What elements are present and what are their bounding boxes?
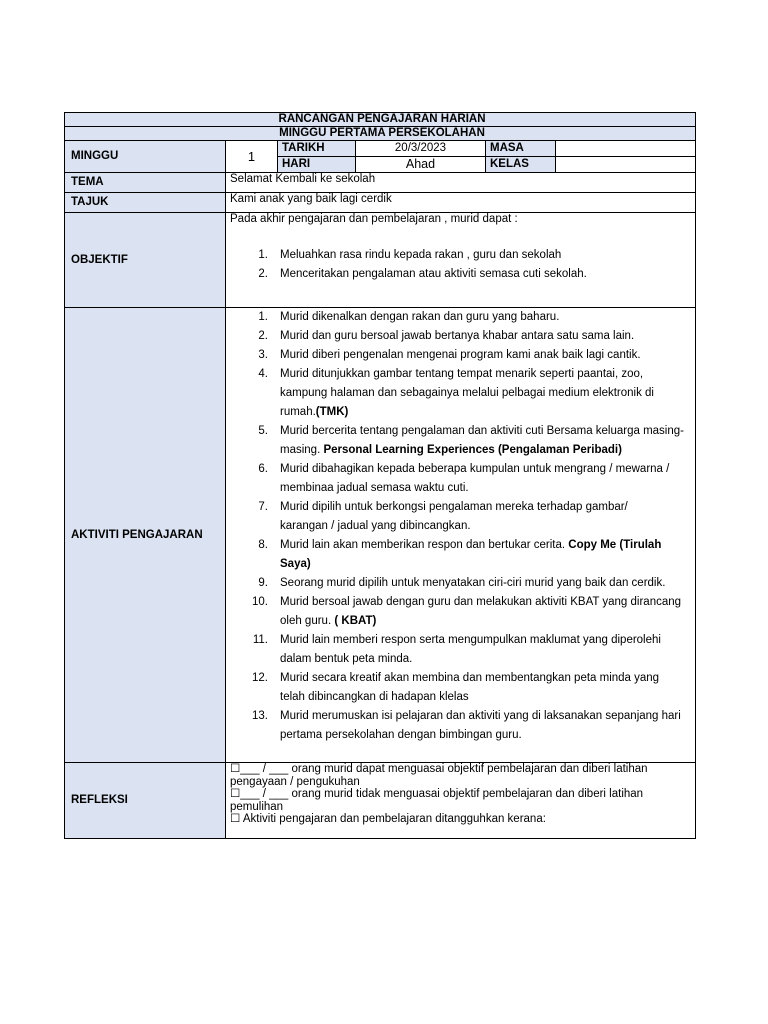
aktiviti-item-text: Murid dibahagikan kepada beberapa kumpulan untuk mengrang / mewarna /: [280, 463, 670, 475]
tarikh-value: 20/3/2023: [356, 141, 486, 157]
aktiviti-item-number: 3.: [258, 349, 268, 361]
aktiviti-item: [230, 536, 695, 574]
aktiviti-item-text: pertama persekolahan dengan bimbingan guru.: [280, 729, 522, 741]
aktiviti-item-emphasis: Copy Me (Tirulah Saya): [280, 539, 662, 570]
aktiviti-item-text: rumah.: [280, 406, 316, 418]
aktiviti-item-number: 9.: [258, 577, 268, 589]
aktiviti-item-text: oleh guru.: [280, 615, 335, 627]
aktiviti-list: [230, 308, 695, 745]
aktiviti-item-text: Murid dikenalkan dengan rakan dan guru yang baharu.: [280, 311, 560, 323]
aktiviti-item-text: Murid bersoal jawab dengan guru dan melakukan aktiviti KBAT yang dirancang: [280, 596, 682, 608]
objektif-label: OBJEKTIF: [65, 213, 226, 308]
aktiviti-item-number: 12.: [252, 672, 268, 684]
aktiviti-item-text: Murid dipilih untuk berkongsi pengalaman mereka terhadap gambar/: [280, 501, 628, 513]
objektif-item: [230, 246, 695, 265]
aktiviti-item-text: Murid bercerita tentang pengalaman dan aktiviti cuti Bersama keluarga masing-: [280, 425, 684, 437]
aktiviti-item-text: Murid dan guru bersoal jawab bertanya khabar antara satu sama lain.: [280, 330, 635, 342]
kelas-value: [556, 157, 696, 173]
aktiviti-item-number: 2.: [258, 330, 268, 342]
refleksi-lines: [230, 763, 695, 826]
tema-label: TEMA: [65, 173, 226, 193]
objektif-item-number: 1.: [258, 249, 268, 261]
aktiviti-item-text: Murid lain memberi respon serta mengumpulkan maklumat yang diperolehi: [280, 634, 661, 646]
lesson-plan-table: [64, 112, 696, 839]
objektif-item-text: Meluahkan rasa rindu kepada rakan , guru dan sekolah: [280, 249, 562, 261]
refleksi-label: REFLEKSI: [65, 763, 226, 839]
objektif-content: [226, 213, 696, 308]
refleksi-line: ☐___ / ___ orang murid tidak menguasai objektif pembelajaran dan diberi latihan: [230, 788, 644, 800]
tarikh-label: TARIKH: [278, 141, 356, 157]
refleksi-line: ☐ Aktiviti pengajaran dan pembelajaran ditangguhkan kerana:: [230, 813, 546, 825]
aktiviti-item: [230, 460, 695, 498]
minggu-label: MINGGU: [65, 141, 226, 173]
aktiviti-item-number: 1.: [258, 311, 268, 323]
tajuk-value: Kami anak yang baik lagi cerdik: [226, 193, 696, 213]
aktiviti-label: AKTIVITI PENGAJARAN: [65, 308, 226, 763]
kelas-label: KELAS: [486, 157, 556, 173]
aktiviti-item-number: 6.: [258, 463, 268, 475]
refleksi-line: pemulihan: [230, 800, 284, 813]
hari-label: HARI: [278, 157, 356, 173]
aktiviti-item-number: 13.: [252, 710, 268, 722]
aktiviti-item-text: kampung halaman dan sebagainya melalui pelbagai medium elektronik di: [280, 387, 654, 399]
masa-label: MASA: [486, 141, 556, 157]
aktiviti-item: [230, 707, 695, 745]
aktiviti-item-text: Seorang murid dipilih untuk menyatakan ciri-ciri murid yang baik dan cerdik.: [280, 577, 666, 589]
aktiviti-item-text: membinaa jadual semasa waktu cuti.: [280, 482, 469, 494]
minggu-value: 1: [226, 141, 278, 173]
aktiviti-content: [226, 308, 696, 763]
aktiviti-item: [230, 574, 695, 593]
hari-value: Ahad: [356, 157, 486, 173]
aktiviti-item-number: 7.: [258, 501, 268, 513]
tema-value: Selamat Kembali ke sekolah: [226, 173, 696, 193]
refleksi-line: pengayaan / pengukuhan: [230, 775, 360, 788]
aktiviti-item-text: telah dibincangkan di hadapan klelas: [280, 691, 469, 703]
objektif-list: [230, 246, 695, 284]
objektif-item-text: Menceritakan pengalaman atau aktiviti semasa cuti sekolah.: [280, 268, 587, 280]
aktiviti-item: [230, 422, 695, 460]
aktiviti-item: [230, 327, 695, 346]
aktiviti-item-text: Murid ditunjukkan gambar tentang tempat menarik seperti paantai, zoo,: [280, 368, 644, 380]
aktiviti-item-emphasis: (TMK): [315, 406, 349, 418]
objektif-item-number: 2.: [258, 268, 268, 280]
refleksi-line: ☐___ / ___ orang murid dapat menguasai objektif pembelajaran dan diberi latihan: [230, 763, 648, 775]
aktiviti-item: [230, 669, 695, 707]
aktiviti-item-text: dalam bentuk peta minda.: [280, 653, 413, 665]
aktiviti-item-text: karangan / jadual yang dibincangkan.: [280, 520, 471, 532]
objektif-item: [230, 265, 695, 284]
masa-value: [556, 141, 696, 157]
tajuk-label: TAJUK: [65, 193, 226, 213]
aktiviti-item-emphasis: ( KBAT): [334, 615, 377, 627]
aktiviti-item-text: masing.: [280, 444, 324, 456]
aktiviti-item-text: Murid diberi pengenalan mengenai program kami anak baik lagi cantik.: [280, 349, 641, 361]
objektif-intro: Pada akhir pengajaran dan pembelajaran , murid dapat :: [230, 213, 518, 225]
aktiviti-item: [230, 631, 695, 669]
aktiviti-item-text: Murid secara kreatif akan membina dan membentangkan peta minda yang: [280, 672, 660, 684]
plan-title: RANCANGAN PENGAJARAN HARIAN: [65, 113, 696, 127]
refleksi-content: [226, 763, 696, 839]
aktiviti-item-number: 8.: [258, 539, 268, 551]
aktiviti-item-emphasis: Personal Learning Experiences (Pengalaman Peribadi): [323, 444, 622, 456]
aktiviti-item: [230, 365, 695, 422]
aktiviti-item-number: 4.: [258, 368, 268, 380]
aktiviti-item: [230, 593, 695, 631]
aktiviti-item: [230, 308, 695, 327]
aktiviti-item-text: Murid merumuskan isi pelajaran dan aktiviti yang di laksanakan sepanjang hari: [280, 710, 681, 722]
aktiviti-item-number: 10.: [252, 596, 268, 608]
aktiviti-item-number: 5.: [258, 425, 268, 437]
plan-subtitle: MINGGU PERTAMA PERSEKOLAHAN: [65, 127, 696, 141]
aktiviti-item-number: 11.: [252, 634, 268, 646]
aktiviti-item: [230, 346, 695, 365]
aktiviti-item-text: Murid lain akan memberikan respon dan bertukar cerita.: [280, 539, 569, 551]
aktiviti-item: [230, 498, 695, 536]
lesson-plan-document: [64, 112, 695, 839]
